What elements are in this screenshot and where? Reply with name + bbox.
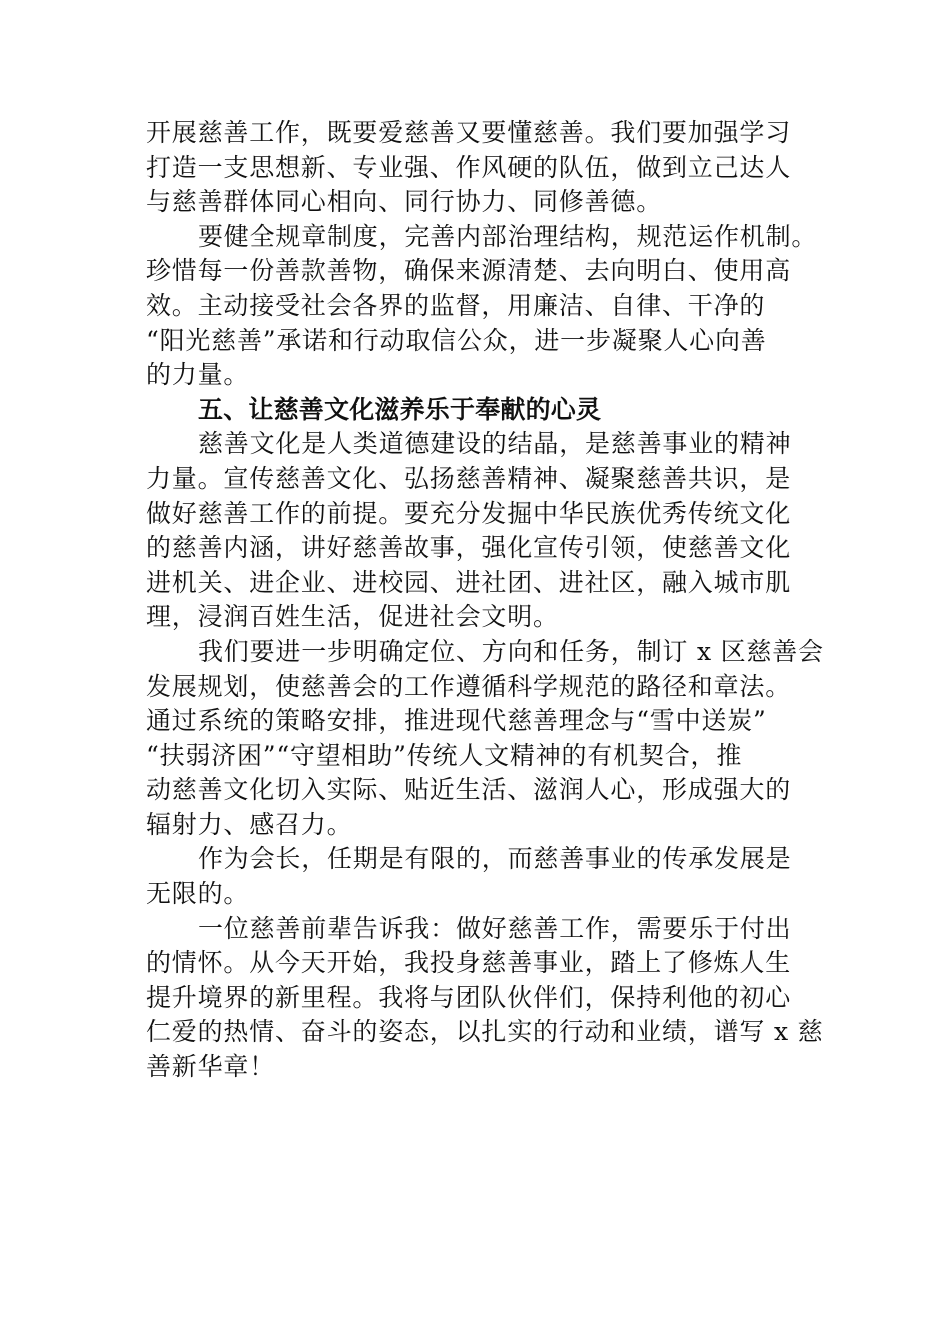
text-line: 无限的。 [146, 879, 250, 909]
paragraph-start-line: 我们要进一步明确定位、方向和任务，制订 x 区慈善会 [198, 636, 824, 666]
paragraph-start-line: 要健全规章制度，完善内部治理结构，规范运作机制。 [198, 221, 818, 251]
text-line: 动慈善文化切入实际、贴近生活、滋润人心，形成强大的 [146, 775, 792, 805]
text-line: 通过系统的策略安排，推进现代慈善理念与“雪中送炭” [146, 706, 767, 736]
text-line: 做好慈善工作的前提。要充分发掘中华民族优秀传统文化 [146, 498, 792, 528]
text-line: “扶弱济困”“守望相助”传统人文精神的有机契合，推 [146, 740, 743, 770]
document-body [146, 116, 824, 1085]
text-line: 发展规划，使慈善会的工作遵循科学规范的路径和章法。 [146, 671, 792, 701]
paragraph-start-line: 慈善文化是人类道德建设的结晶，是慈善事业的精神 [198, 429, 792, 459]
paragraph-start-line: 一位慈善前辈告诉我：做好慈善工作，需要乐于付出 [198, 913, 792, 943]
section-heading: 五、让慈善文化滋养乐于奉献的心灵 [198, 394, 602, 424]
text-line: 提升境界的新里程。我将与团队伙伴们，保持利他的初心 [146, 982, 792, 1012]
text-line: 的慈善内涵，讲好慈善故事，强化宣传引领，使慈善文化 [146, 533, 792, 563]
text-line: 与慈善群体同心相向、同行协力、同修善德。 [146, 187, 663, 217]
text-line: 仁爱的热情、奋斗的姿态，以扎实的行动和业绩，谱写 x 慈 [146, 1017, 824, 1047]
text-line: 的力量。 [146, 360, 250, 390]
text-line: 打造一支思想新、专业强、作风硬的队伍，做到立己达人 [146, 152, 792, 182]
text-line: 效。主动接受社会各界的监督，用廉洁、自律、干净的 [146, 290, 766, 320]
text-line: 珍惜每一份善款善物，确保来源清楚、去向明白、使用高 [146, 256, 792, 286]
paragraph-start-line: 作为会长，任期是有限的，而慈善事业的传承发展是 [198, 844, 792, 874]
text-line: 开展慈善工作，既要爱慈善又要懂慈善。我们要加强学习 [146, 118, 792, 147]
text-line: 力量。宣传慈善文化、弘扬慈善精神、凝聚慈善共识，是 [146, 463, 792, 493]
text-line: 进机关、进企业、进校园、进社团、进社区，融入城市肌 [146, 567, 792, 597]
text-line: “阳光慈善”承诺和行动取信公众，进一步凝聚人心向善 [146, 325, 767, 355]
text-line: 的情怀。从今天开始，我投身慈善事业，踏上了修炼人生 [146, 948, 792, 978]
text-line: 善新华章！ [146, 1052, 276, 1082]
text-line: 辐射力、感召力。 [146, 809, 353, 839]
text-line: 理，浸润百姓生活，促进社会文明。 [146, 602, 559, 632]
